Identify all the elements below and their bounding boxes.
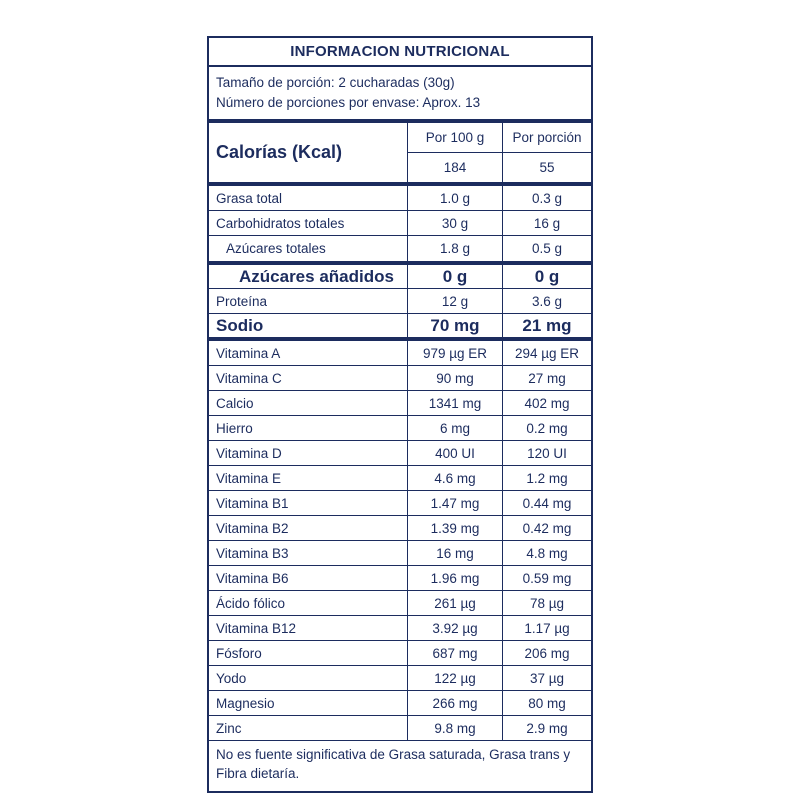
per-portion-header: Por porción <box>502 123 591 153</box>
nutrient-row <box>209 591 591 616</box>
per-100g-value: 1341 mg <box>407 391 502 415</box>
nutrition-label <box>207 36 593 793</box>
nutrient-row <box>209 314 591 341</box>
serving-size: Tamaño de porción: 2 cucharadas (30g) <box>216 75 455 90</box>
per-portion-value: 80 mg <box>502 691 591 715</box>
nutrient-label: Vitamina B2 <box>216 520 289 536</box>
per-100g-value: 687 mg <box>407 641 502 665</box>
calories-per-portion: 55 <box>502 153 591 182</box>
per-portion-value: 21 mg <box>502 314 591 337</box>
calories-per-100g: 184 <box>407 153 502 182</box>
nutrient-label: Azúcares totales <box>226 241 326 257</box>
nutrient-row <box>209 289 591 314</box>
nutrient-row <box>209 236 591 261</box>
footnote: No es fuente significativa de Grasa saturada, Grasa trans y Fibra dietaría. <box>216 747 571 782</box>
nutrient-label: Vitamina E <box>216 470 282 486</box>
per-100g-value: 16 mg <box>407 541 502 565</box>
per-100g-value: 30 g <box>407 211 502 235</box>
nutrient-row <box>209 416 591 441</box>
servings-per-container: Número de porciones por envase: Aprox. 13 <box>216 94 481 110</box>
per-portion-value: 0.3 g <box>502 186 591 210</box>
per-100g-value: 1.39 mg <box>407 516 502 540</box>
nutrient-row <box>209 516 591 541</box>
nutrient-row <box>209 186 591 211</box>
per-100g-value: 1.47 mg <box>407 491 502 515</box>
per-portion-value: 0 g <box>502 265 591 288</box>
nutrient-label: Vitamina B12 <box>216 620 297 636</box>
per-100g-value: 122 µg <box>407 666 502 690</box>
nutrient-row <box>209 691 591 716</box>
per-100g-header: Por 100 g <box>407 123 502 153</box>
nutrient-label: Carbohidratos totales <box>216 215 345 231</box>
per-portion-value: 0.5 g <box>502 236 591 261</box>
per-100g-value: 4.6 mg <box>407 466 502 490</box>
nutrient-row <box>209 491 591 516</box>
per-portion-value: 402 mg <box>502 391 591 415</box>
per-portion-value: 120 UI <box>502 441 591 465</box>
per-portion-value: 16 g <box>502 211 591 235</box>
per-100g-value: 70 mg <box>407 314 502 337</box>
per-100g-value: 12 g <box>407 289 502 313</box>
nutrient-row <box>209 641 591 666</box>
per-100g-value: 1.96 mg <box>407 566 502 590</box>
per-100g-value: 1.0 g <box>407 186 502 210</box>
nutrient-row <box>209 441 591 466</box>
nutrient-label: Proteína <box>216 293 268 309</box>
nutrition-title: INFORMACION NUTRICIONAL <box>209 38 591 67</box>
nutrient-label: Calcio <box>216 395 254 411</box>
per-portion-value: 0.2 mg <box>502 416 591 440</box>
per-portion-value: 206 mg <box>502 641 591 665</box>
per-portion-value: 294 µg ER <box>502 341 591 365</box>
per-portion-value: 1.2 mg <box>502 466 591 490</box>
per-portion-value: 2.9 mg <box>502 716 591 740</box>
calories-label: Calorías (Kcal) <box>216 142 343 163</box>
nutrient-label: Grasa total <box>216 190 283 206</box>
per-portion-value: 3.6 g <box>502 289 591 313</box>
per-100g-value: 1.8 g <box>407 236 502 261</box>
per-100g-value: 9.8 mg <box>407 716 502 740</box>
nutrient-row <box>209 211 591 236</box>
nutrient-row <box>209 666 591 691</box>
per-100g-value: 400 UI <box>407 441 502 465</box>
nutrient-row <box>209 391 591 416</box>
per-portion-value: 0.42 mg <box>502 516 591 540</box>
nutrient-label: Vitamina B6 <box>216 570 289 586</box>
per-portion-value: 4.8 mg <box>502 541 591 565</box>
nutrient-label: Ácido fólico <box>216 595 286 611</box>
nutrient-label: Zinc <box>216 720 242 736</box>
nutrient-label: Vitamina B3 <box>216 545 289 561</box>
nutrient-label: Magnesio <box>216 695 275 711</box>
per-100g-value: 6 mg <box>407 416 502 440</box>
nutrient-label: Vitamina C <box>216 370 282 386</box>
per-portion-value: 27 mg <box>502 366 591 390</box>
nutrient-label: Vitamina D <box>216 445 282 461</box>
per-100g-value: 979 µg ER <box>407 341 502 365</box>
nutrient-row <box>209 566 591 591</box>
nutrient-label: Fósforo <box>216 645 262 661</box>
nutrient-row <box>209 541 591 566</box>
nutrient-row <box>209 466 591 491</box>
nutrient-label: Vitamina B1 <box>216 495 289 511</box>
per-100g-value: 261 µg <box>407 591 502 615</box>
per-100g-value: 90 mg <box>407 366 502 390</box>
calories-section <box>209 123 591 186</box>
per-portion-value: 1.17 µg <box>502 616 591 640</box>
nutrient-label: Azúcares añadidos <box>239 266 394 286</box>
per-portion-value: 0.59 mg <box>502 566 591 590</box>
nutrient-label: Vitamina A <box>216 345 281 361</box>
per-100g-value: 0 g <box>407 265 502 288</box>
nutrient-label: Hierro <box>216 420 253 436</box>
nutrient-row <box>209 616 591 641</box>
per-portion-value: 78 µg <box>502 591 591 615</box>
serving-info <box>209 67 591 123</box>
nutrient-row <box>209 716 591 741</box>
nutrient-label: Yodo <box>216 670 247 686</box>
nutrient-row <box>209 341 591 366</box>
nutrient-label: Sodio <box>216 315 264 335</box>
nutrient-row <box>209 261 591 289</box>
per-100g-value: 3.92 µg <box>407 616 502 640</box>
nutrient-row <box>209 366 591 391</box>
per-portion-value: 37 µg <box>502 666 591 690</box>
per-portion-value: 0.44 mg <box>502 491 591 515</box>
per-100g-value: 266 mg <box>407 691 502 715</box>
